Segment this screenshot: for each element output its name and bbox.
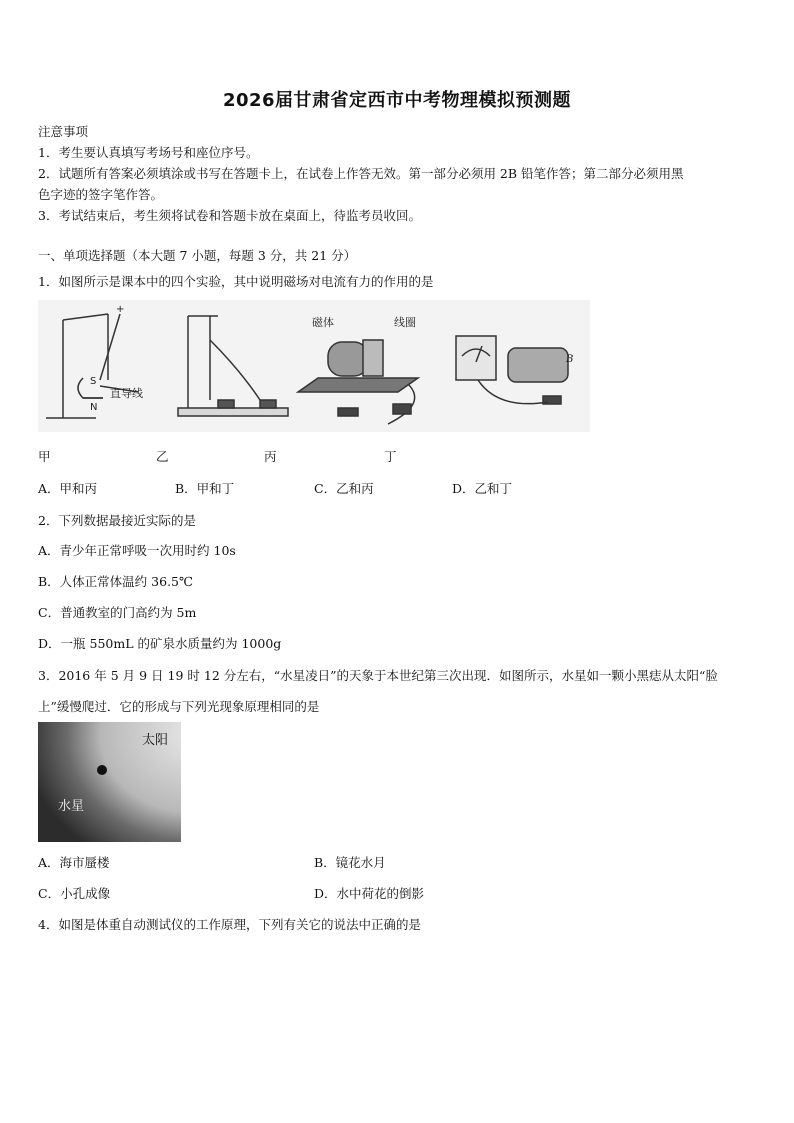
question-3-stem: 3．2016 年 5 月 9 日 19 时 12 分左右，“水星凌日”的天象于本世纪第三次出现．如图所示，水星如一颗小黑痣从太阳“脸 [38, 668, 718, 683]
question-2-stem: 2．下列数据最接近实际的是 [38, 513, 196, 528]
label-coil: 线圈 [394, 316, 416, 329]
question-3-figure [38, 722, 181, 842]
page-title: 2026届甘肃省定西市中考物理模拟预测题 [222, 90, 572, 111]
label-magnet: 磁体 [312, 316, 334, 329]
question-3-stem-continued: 上”缓慢爬过．它的形成与下列光现象原理相同的是 [38, 699, 320, 714]
label-s: S [90, 376, 97, 387]
label-b: B [566, 354, 574, 365]
question-3-option-c: C．小孔成像 [38, 886, 111, 901]
label-plus: + [116, 304, 125, 315]
figure-label-jia: 甲 [38, 449, 51, 464]
mercury-dot [97, 765, 107, 775]
question-2-option-d: D．一瓶 550mL 的矿泉水质量约为 1000g [38, 636, 282, 651]
question-3-option-a: A．海市蜃楼 [38, 855, 110, 870]
figure-label-yi: 乙 [156, 449, 169, 464]
question-2-option-a: A．青少年正常呼吸一次用时约 10s [38, 543, 236, 558]
section-heading: 一、单项选择题（本大题 7 小题，每题 3 分，共 21 分） [38, 248, 357, 263]
question-2-option-c: C．普通教室的门高约为 5m [38, 605, 197, 620]
label-wire: 直导线 [110, 387, 143, 400]
question-1-option-d: D．乙和丁 [452, 481, 513, 496]
label-sun: 太阳 [142, 733, 169, 748]
notice-heading: 注意事项 [38, 124, 89, 139]
notice-item: 2．试题所有答案必须填涂或书写在答题卡上，在试卷上作答无效。第一部分必须用 2B 铅笔作答；第二部分必须用黑 [38, 166, 684, 181]
question-2-option-b: B．人体正常体温约 36.5℃ [38, 574, 193, 589]
notice-item: 色字迹的签字笔作答。 [38, 187, 164, 202]
notice-item: 1．考生要认真填写考场号和座位序号。 [38, 145, 259, 160]
question-1-option-b: B．甲和丁 [175, 481, 235, 496]
question-1-figure [38, 300, 590, 432]
question-1-option-a: A．甲和丙 [38, 481, 98, 496]
label-mercury: 水星 [58, 799, 85, 814]
figure-label-ding: 丁 [384, 449, 397, 464]
question-3-option-d: D．水中荷花的倒影 [314, 886, 425, 901]
notice-item: 3．考试结束后，考生须将试卷和答题卡放在桌面上，待监考员收回。 [38, 208, 421, 223]
question-4-stem: 4．如图是体重自动测试仪的工作原理，下列有关它的说法中正确的是 [38, 917, 421, 932]
figure-label-bing: 丙 [264, 449, 277, 464]
question-1-option-c: C．乙和丙 [314, 481, 374, 496]
question-1-stem: 1．如图所示是课本中的四个实验，其中说明磁场对电流有力的作用的是 [38, 274, 434, 289]
question-3-option-b: B．镜花水月 [314, 855, 386, 870]
label-n: N [90, 402, 98, 413]
